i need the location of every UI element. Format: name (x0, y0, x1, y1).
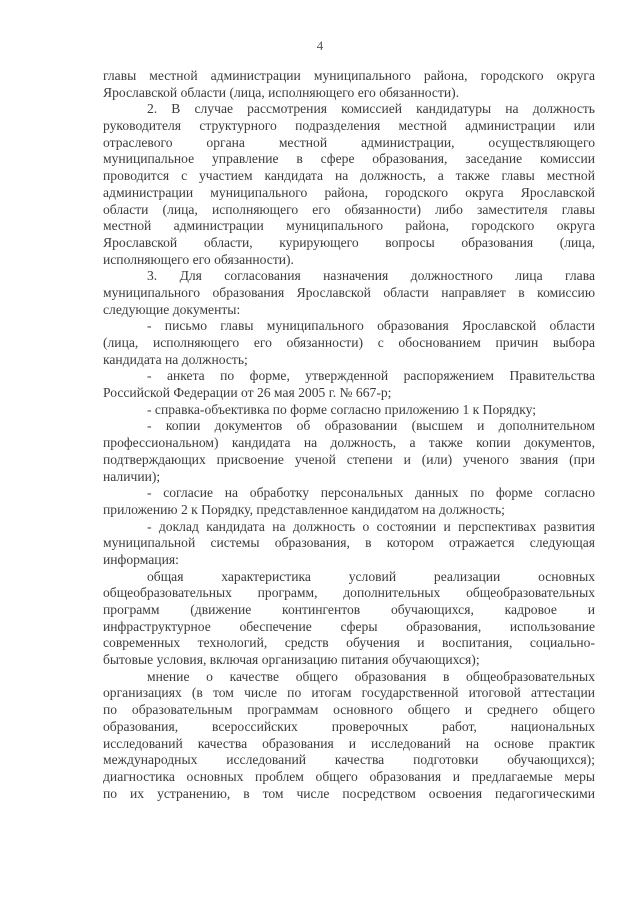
text-line: наличии); (103, 468, 161, 484)
text-line: по их устранению, в том числе посредством освоения педагогическими (103, 785, 595, 801)
text-line: информация: (103, 551, 179, 567)
text-line: - письмо главы муниципального образования Ярославской области (147, 318, 595, 334)
text-line: 2. В случае рассмотрения комиссией кандидатуры на должность (147, 101, 595, 117)
text-line: кандидата на должность; (103, 351, 248, 367)
text-line: Ярославской области (лица, исполняющего его обязанности). (103, 84, 460, 100)
text-line: общая характеристика условий реализации основных (147, 568, 595, 584)
text-line: профессиональном) кандидата на должность, а также копии документов, (103, 435, 595, 451)
text-line: мнение о качестве общего образования в общеобразовательных (147, 668, 595, 684)
document-body (103, 68, 595, 802)
text-line: проводится с участием кандидата на должность, а также главы местной (103, 168, 595, 184)
text-line: программ (движение контингентов обучающихся, кадровое и (103, 602, 595, 617)
text-line: - копии документов об образовании (высшем и дополнительном (147, 418, 595, 434)
text-line: главы местной администрации муниципального района, городского округа (103, 68, 595, 83)
text-line: области (лица, исполняющего его обязанности) либо заместителя главы (103, 201, 595, 217)
text-line: муниципальной системы образования, в котором отражается следующая (103, 535, 595, 551)
text-line: исполняющего его обязанности). (103, 251, 294, 267)
text-line: 3. Для согласования назначения должностного лица глава (147, 268, 595, 284)
text-line: муниципального образования Ярославской области направляет в комиссию (103, 284, 595, 300)
text-line: следующие документы: (103, 301, 241, 317)
text-line: диагностика основных проблем общего образования и предлагаемые меры (103, 768, 595, 784)
text-line: международных исследований качества подготовки обучающихся); (103, 752, 595, 768)
text-line: инфраструктурное обеспечение сферы образования, использование (103, 618, 595, 634)
text-line: (лица, исполняющего его обязанности) с обоснованием причин выбора (103, 335, 595, 350)
page-number: 4 (316, 38, 324, 53)
text-line: муниципальное управление в сфере образования, заседание комиссии (103, 151, 595, 167)
text-line: - анкета по форме, утвержденной распоряжением Правительства (147, 368, 595, 384)
text-line: - согласие на обработку персональных данных по форме согласно (147, 485, 595, 501)
text-line: руководителя структурного подразделения местной администрации или (103, 118, 595, 134)
text-line: исследований качества образования и исследований на основе практик (103, 735, 595, 751)
text-line: - доклад кандидата на должность о состоянии и перспективах развития (147, 518, 595, 534)
text-line: по образовательным программам основного общего и среднего общего (103, 702, 595, 718)
text-line: современных технологий, средств обучения и воспитания, социально- (103, 635, 595, 651)
text-line: образования, всероссийских проверочных работ, национальных (103, 718, 595, 734)
text-line: Ярославской области, курирующего вопросы образования (лица, (103, 234, 595, 250)
text-line: администрации муниципального района, городского округа Ярославской (103, 184, 595, 200)
text-line: отраслевого органа местной администрации, осуществляющего (103, 134, 595, 150)
text-line: бытовые условия, включая организацию питания обучающихся); (103, 652, 480, 668)
text-line: организациях (в том числе по итогам государственной итоговой аттестации (103, 685, 595, 701)
text-line: местной администрации муниципального района, городского округа (103, 218, 595, 234)
text-line: - справка-объективка по форме согласно приложению 1 к Порядку; (147, 401, 537, 417)
text-line: общеобразовательных программ, дополнительных общеобразовательных (103, 585, 595, 601)
text-line: приложению 2 к Порядку, представленное кандидатом на должность; (103, 501, 505, 517)
text-line: Российской Федерации от 26 мая 2005 г. № 667-р; (103, 385, 392, 401)
text-line: подтверждающих присвоение ученой степени и (или) ученого звания (при (103, 451, 595, 467)
